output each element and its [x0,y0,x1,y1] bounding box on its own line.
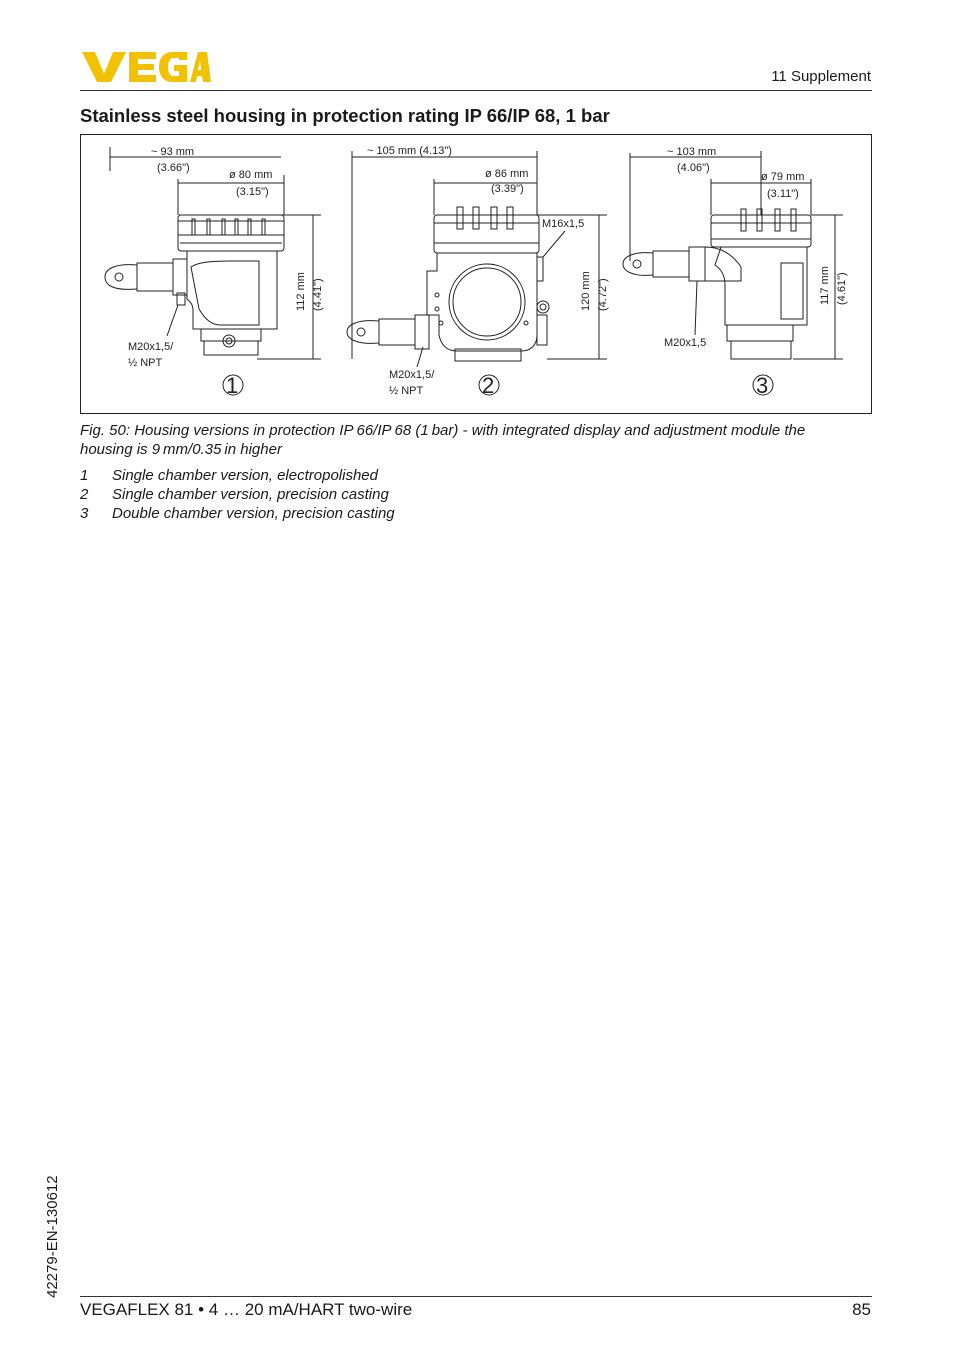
h1-height-in: (4.41") [312,278,324,311]
h3-thread: M20x1,5 [664,337,707,349]
page-number: 85 [852,1300,871,1319]
legend-number: 1 [80,467,89,484]
h3-width-mm: ~ 103 mm [667,146,717,158]
vega-logo [80,50,212,84]
housing-3-drawing [623,151,843,359]
h1-height-mm: 112 mm [295,272,307,311]
figure-frame [80,134,872,414]
h2-thread-2: ½ NPT [389,385,424,397]
h3-width-in: (4.06") [677,162,710,174]
legend-item [80,504,395,523]
page-title: Stainless steel housing in protection rating IP 66/IP 68, 1 bar [80,105,610,126]
figure-caption: Fig. 50: Housing versions in protection IP 66/IP 68 (1 bar) - with integrated display and adjustment module the housing is 9 mm/0.35 in higher [80,422,806,458]
h3-thread-leader [695,281,697,335]
legend-item [80,466,395,485]
h1-dia-mm: ø 80 mm [229,169,273,181]
legend-text: Single chamber version, electropolished [112,467,378,484]
h2-thread-1: M20x1,5/ [389,369,435,381]
h3-height-in: (4.61") [836,272,848,305]
legend-text: Single chamber version, precision casting [112,486,389,503]
h2-thread-leader [417,347,423,367]
h2-number: 2 [482,373,495,398]
h1-thread-1: M20x1,5/ [128,341,174,353]
housing-1-drawing [105,147,321,359]
h2-thread-m16: M16x1,5 [542,218,585,230]
legend-item [80,485,395,504]
housing-drawings [81,135,871,413]
h2-dia-mm: ø 86 mm [485,168,529,180]
footer-title: VEGAFLEX 81 • 4 … 20 mA/HART two-wire [80,1300,413,1319]
h2-height-in: (4.72") [597,278,609,311]
h2-dia-in: (3.39") [491,183,524,195]
header-rule [80,90,872,91]
h1-dia-in: (3.15") [236,186,269,198]
figure-legend [80,466,395,523]
housing-2-drawing [347,151,607,361]
h1-number: 1 [226,373,239,398]
h3-number: 3 [756,373,769,398]
h2-height-mm: 120 mm [580,271,592,311]
footer-rule [80,1296,872,1297]
h3-dia-mm: ø 79 mm [761,171,805,183]
document-id: 42279-EN-130612 [44,1175,61,1298]
h1-thread-2: ½ NPT [128,357,163,369]
h2-width: ~ 105 mm (4.13") [367,145,452,157]
legend-number: 2 [80,486,89,503]
h1-width-in: (3.66") [157,162,190,174]
section-label: 11 Supplement [771,68,871,85]
h2-m16-leader [543,231,565,257]
h1-width-mm: ~ 93 mm [151,146,195,158]
h1-thread-leader [167,305,178,336]
h3-dia-in: (3.11") [767,188,799,200]
h3-height-mm: 117 mm [819,266,831,305]
legend-text: Double chamber version, precision casting [112,505,395,522]
legend-number: 3 [80,505,89,522]
